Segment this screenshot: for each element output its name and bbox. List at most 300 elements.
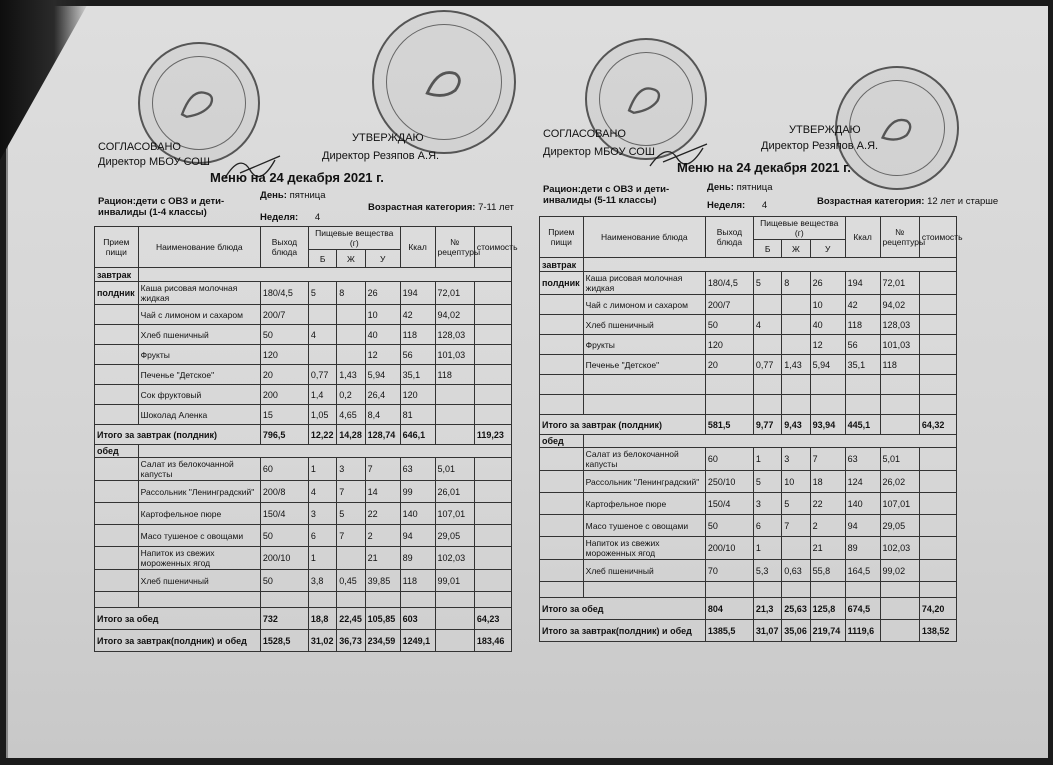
- cell-value: [705, 395, 753, 415]
- cell-value: 7: [365, 458, 400, 481]
- total-label: Итого за завтрак (полдник): [540, 415, 706, 435]
- cell-value: [308, 592, 336, 608]
- cell-value: [782, 395, 810, 415]
- cell-value: [474, 525, 511, 547]
- dish-name: [138, 592, 260, 608]
- grand-total-value: [880, 620, 919, 642]
- menu-sheet-right: [535, 0, 999, 700]
- dish-name: [583, 395, 705, 415]
- cell-value: 21: [365, 547, 400, 570]
- cell-value: [474, 547, 511, 570]
- age-row: Возрастная категория: 12 лет и старше: [817, 196, 999, 207]
- grand-total-row: [95, 630, 512, 652]
- grand-total-label: Итого за завтрак(полдник) и обед: [95, 630, 261, 652]
- cell-value: 26,4: [365, 385, 400, 405]
- grand-total-value: 1249,1: [400, 630, 435, 652]
- cell-value: 56: [400, 345, 435, 365]
- total-value: [880, 415, 919, 435]
- header-recipe: № рецептуры: [435, 227, 474, 268]
- cell-value: [880, 582, 919, 598]
- cell-value: 40: [365, 325, 400, 345]
- total-value: 646,1: [400, 425, 435, 445]
- cell-value: 4: [753, 315, 781, 335]
- cell-value: 50: [705, 315, 753, 335]
- header-meal: Прием пищи: [95, 227, 139, 268]
- cell-value: 70: [705, 560, 753, 582]
- cell-value: 26,01: [435, 481, 474, 503]
- cell-value: 1: [308, 547, 336, 570]
- cell-value: 128,03: [880, 315, 919, 335]
- meal-label-lunch: обед: [95, 445, 139, 458]
- table-row: [540, 448, 957, 471]
- dish-name: Чай с лимоном и сахаром: [583, 295, 705, 315]
- cell-value: 5,01: [880, 448, 919, 471]
- cell-value: [474, 282, 511, 305]
- dish-name: Фрукты: [583, 335, 705, 355]
- table-row: [95, 481, 512, 503]
- header-output: Выход блюда: [260, 227, 308, 268]
- total-value: 74,20: [919, 598, 956, 620]
- meal-label-snack: полдник: [540, 272, 584, 295]
- cell-value: 7: [810, 448, 845, 471]
- grand-total-value: 1385,5: [705, 620, 753, 642]
- cell-value: 72,01: [435, 282, 474, 305]
- cell-value: 29,05: [880, 515, 919, 537]
- cell-value: 107,01: [880, 493, 919, 515]
- cell-value: 8,4: [365, 405, 400, 425]
- total-row: [95, 608, 512, 630]
- cell-value: [337, 325, 365, 345]
- total-value: 732: [260, 608, 308, 630]
- approved-left-who: Директор МБОУ СОШ: [98, 156, 210, 168]
- header-nutrients: Пищевые вещества (г): [753, 217, 845, 240]
- header-b: Б: [308, 250, 336, 268]
- dish-name: Хлеб пшеничный: [583, 560, 705, 582]
- table-row: [540, 272, 957, 295]
- total-value: [880, 598, 919, 620]
- cell-value: 12: [810, 335, 845, 355]
- cell-value: 14: [365, 481, 400, 503]
- meal-label-breakfast: завтрак: [540, 258, 584, 272]
- cell-value: 63: [845, 448, 880, 471]
- cell-value: 42: [845, 295, 880, 315]
- cell-value: [782, 537, 810, 560]
- cell-value: [880, 395, 919, 415]
- cell-value: 180/4,5: [260, 282, 308, 305]
- grand-total-value: 138,52: [919, 620, 956, 642]
- table-row: [95, 325, 512, 345]
- dish-name: Рассольник "Ленинградский": [138, 481, 260, 503]
- table-row: [540, 560, 957, 582]
- total-value: 105,85: [365, 608, 400, 630]
- week-row: Неделя: 4: [707, 200, 768, 211]
- header-cost: стоимость: [919, 217, 956, 258]
- cell-value: [474, 305, 511, 325]
- cell-value: 5: [308, 282, 336, 305]
- cell-value: 94,02: [435, 305, 474, 325]
- cell-value: 102,03: [435, 547, 474, 570]
- cell-value: 56: [845, 335, 880, 355]
- cell-value: 10: [810, 295, 845, 315]
- menu-table-left: [94, 226, 518, 652]
- cell-value: 99: [400, 481, 435, 503]
- total-value: 581,5: [705, 415, 753, 435]
- cell-value: [919, 537, 956, 560]
- cell-value: [919, 515, 956, 537]
- cell-value: [919, 395, 956, 415]
- cell-value: 50: [705, 515, 753, 537]
- cell-value: 29,05: [435, 525, 474, 547]
- header-kcal: Ккал: [400, 227, 435, 268]
- header-u: У: [810, 240, 845, 258]
- cell-value: 89: [845, 537, 880, 560]
- cell-value: [474, 405, 511, 425]
- cell-value: [435, 385, 474, 405]
- cell-value: 94: [845, 515, 880, 537]
- cell-value: 0,77: [753, 355, 781, 375]
- cell-value: [753, 335, 781, 355]
- dish-name: Рассольник "Ленинградский": [583, 471, 705, 493]
- cell-value: 101,03: [435, 345, 474, 365]
- cell-value: [705, 375, 753, 395]
- day-row: День: пятница: [707, 182, 773, 193]
- table-row: [540, 493, 957, 515]
- cell-value: [365, 592, 400, 608]
- cell-value: 35,1: [400, 365, 435, 385]
- cell-value: 7: [337, 481, 365, 503]
- total-value: 64,23: [474, 608, 511, 630]
- table-row: [95, 282, 512, 305]
- approved-right-who: Директор Резяпов А.Я.: [322, 150, 440, 162]
- cell-value: [474, 325, 511, 345]
- cell-value: 180/4,5: [705, 272, 753, 295]
- cell-value: 20: [260, 365, 308, 385]
- total-value: 445,1: [845, 415, 880, 435]
- cell-value: 0,63: [782, 560, 810, 582]
- total-value: 64,32: [919, 415, 956, 435]
- cell-value: 35,1: [845, 355, 880, 375]
- cell-value: 55,8: [810, 560, 845, 582]
- cell-value: [782, 335, 810, 355]
- cell-value: [782, 375, 810, 395]
- header-kcal: Ккал: [845, 217, 880, 258]
- total-row: [540, 598, 957, 620]
- meal-label-lunch: обед: [540, 435, 584, 448]
- dish-name: Салат из белокочанной капусты: [138, 458, 260, 481]
- cell-value: 101,03: [880, 335, 919, 355]
- total-value: [435, 608, 474, 630]
- cell-value: [435, 405, 474, 425]
- cell-value: 1,43: [782, 355, 810, 375]
- table-row: [540, 515, 957, 537]
- cell-value: [308, 305, 336, 325]
- table-row: [95, 570, 512, 592]
- grand-total-value: 31,07: [753, 620, 781, 642]
- cell-value: 0,77: [308, 365, 336, 385]
- cell-value: [337, 547, 365, 570]
- total-value: 119,23: [474, 425, 511, 445]
- cell-value: [474, 481, 511, 503]
- cell-value: 18: [810, 471, 845, 493]
- header-zh: Ж: [337, 250, 365, 268]
- cell-value: 118: [400, 325, 435, 345]
- cell-value: 124: [845, 471, 880, 493]
- cell-value: [474, 503, 511, 525]
- table-row: [95, 525, 512, 547]
- cell-value: 89: [400, 547, 435, 570]
- cell-value: [337, 592, 365, 608]
- cell-value: 5: [337, 503, 365, 525]
- cell-value: 26: [365, 282, 400, 305]
- dish-name: Печенье "Детское": [138, 365, 260, 385]
- cell-value: [474, 592, 511, 608]
- meal-label-breakfast: завтрак: [95, 268, 139, 282]
- cell-value: 63: [400, 458, 435, 481]
- cell-value: 0,45: [337, 570, 365, 592]
- dish-name: Каша рисовая молочная жидкая: [138, 282, 260, 305]
- cell-value: 164,5: [845, 560, 880, 582]
- cell-value: 10: [365, 305, 400, 325]
- age-row: Возрастная категория: 7-11 лет: [368, 202, 514, 213]
- cell-value: 3: [337, 458, 365, 481]
- total-value: 128,74: [365, 425, 400, 445]
- cell-value: 1: [753, 448, 781, 471]
- approved-left-who: Директор МБОУ СОШ: [543, 146, 655, 158]
- cell-value: 107,01: [435, 503, 474, 525]
- cell-value: 1,43: [337, 365, 365, 385]
- dish-name: Фрукты: [138, 345, 260, 365]
- header-dish: Наименование блюда: [583, 217, 705, 258]
- dish-name: Хлеб пшеничный: [138, 325, 260, 345]
- menu-title: Меню на 24 декабря 2021 г.: [210, 170, 384, 185]
- ration-text: Рацион:дети с ОВЗ и дети-инвалиды (1-4 классы): [98, 196, 225, 218]
- approved-left-label: СОГЛАСОВАНО: [543, 128, 626, 140]
- total-value: 125,8: [810, 598, 845, 620]
- cell-value: 128,03: [435, 325, 474, 345]
- total-value: 93,94: [810, 415, 845, 435]
- grand-total-value: [435, 630, 474, 652]
- grand-total-value: 1119,6: [845, 620, 880, 642]
- cell-value: [474, 345, 511, 365]
- cell-value: [753, 375, 781, 395]
- cell-value: [753, 395, 781, 415]
- cell-value: [810, 582, 845, 598]
- cell-value: 102,03: [880, 537, 919, 560]
- cell-value: [474, 570, 511, 592]
- cell-value: 94,02: [880, 295, 919, 315]
- cell-value: 1,05: [308, 405, 336, 425]
- cell-value: 10: [782, 471, 810, 493]
- cell-value: 60: [260, 458, 308, 481]
- cell-value: 194: [845, 272, 880, 295]
- cell-value: 1,4: [308, 385, 336, 405]
- cell-value: [474, 365, 511, 385]
- menu-table-right: [539, 216, 963, 642]
- cell-value: [308, 345, 336, 365]
- cell-value: 8: [782, 272, 810, 295]
- header-output: Выход блюда: [705, 217, 753, 258]
- cell-value: 5,94: [810, 355, 845, 375]
- cell-value: [919, 335, 956, 355]
- grand-total-value: 35,06: [782, 620, 810, 642]
- cell-value: [474, 385, 511, 405]
- cell-value: 40: [810, 315, 845, 335]
- grand-total-value: 234,59: [365, 630, 400, 652]
- cell-value: 99,02: [880, 560, 919, 582]
- cell-value: 26: [810, 272, 845, 295]
- table-row: [540, 335, 957, 355]
- dish-name: Масо тушеное с овощами: [583, 515, 705, 537]
- cell-value: 120: [705, 335, 753, 355]
- total-value: 12,22: [308, 425, 336, 445]
- menu-sheet-left: [90, 0, 520, 700]
- cell-value: 140: [400, 503, 435, 525]
- approved-right-who: Директор Резяпов А.Я.: [761, 140, 879, 152]
- total-value: 674,5: [845, 598, 880, 620]
- cell-value: 5: [753, 471, 781, 493]
- table-row: [95, 305, 512, 325]
- cell-value: 4,65: [337, 405, 365, 425]
- cell-value: [810, 395, 845, 415]
- cell-value: [845, 582, 880, 598]
- grand-total-row: [540, 620, 957, 642]
- total-value: 25,63: [782, 598, 810, 620]
- cell-value: [919, 315, 956, 335]
- table-row: [540, 355, 957, 375]
- cell-value: [260, 592, 308, 608]
- table-row: [540, 537, 957, 560]
- dish-name: Картофельное пюре: [138, 503, 260, 525]
- cell-value: 150/4: [260, 503, 308, 525]
- dish-name: Хлеб пшеничный: [583, 315, 705, 335]
- cell-value: 5: [782, 493, 810, 515]
- cell-value: 118: [435, 365, 474, 385]
- cell-value: 22: [365, 503, 400, 525]
- table-row: [540, 315, 957, 335]
- table-row: [95, 345, 512, 365]
- cell-value: [919, 355, 956, 375]
- cell-value: [919, 272, 956, 295]
- header-zh: Ж: [782, 240, 810, 258]
- cell-value: 250/10: [705, 471, 753, 493]
- cell-value: 150/4: [705, 493, 753, 515]
- cell-value: 39,85: [365, 570, 400, 592]
- dish-name: Печенье "Детское": [583, 355, 705, 375]
- meal-label-snack: полдник: [95, 282, 139, 305]
- cell-value: [919, 493, 956, 515]
- dish-name: Салат из белокочанной капусты: [583, 448, 705, 471]
- cell-value: 200/10: [705, 537, 753, 560]
- cell-value: [753, 582, 781, 598]
- cell-value: [810, 375, 845, 395]
- total-value: 14,28: [337, 425, 365, 445]
- header-nutrients: Пищевые вещества (г): [308, 227, 400, 250]
- table-row: [540, 375, 957, 395]
- approved-left-label: СОГЛАСОВАНО: [98, 141, 181, 153]
- total-row: [95, 425, 512, 445]
- cell-value: 50: [260, 325, 308, 345]
- cell-value: 99,01: [435, 570, 474, 592]
- table-row: [540, 295, 957, 315]
- header-meal: Прием пищи: [540, 217, 584, 258]
- table-row: [95, 365, 512, 385]
- cell-value: 4: [308, 325, 336, 345]
- total-label: Итого за завтрак (полдник): [95, 425, 261, 445]
- cell-value: 6: [753, 515, 781, 537]
- dish-name: [583, 582, 705, 598]
- cell-value: [337, 345, 365, 365]
- cell-value: [782, 295, 810, 315]
- cell-value: 94: [400, 525, 435, 547]
- cell-value: 5: [753, 272, 781, 295]
- approved-right-label: УТВЕРЖДАЮ: [352, 132, 424, 144]
- cell-value: 22: [810, 493, 845, 515]
- cell-value: 200/10: [260, 547, 308, 570]
- approved-right-label: УТВЕРЖДАЮ: [789, 124, 861, 136]
- cell-value: 118: [400, 570, 435, 592]
- cell-value: 2: [365, 525, 400, 547]
- grand-total-value: 36,73: [337, 630, 365, 652]
- grand-total-label: Итого за завтрак(полдник) и обед: [540, 620, 706, 642]
- total-value: 22,45: [337, 608, 365, 630]
- header-u: У: [365, 250, 400, 268]
- header-recipe: № рецептуры: [880, 217, 919, 258]
- cell-value: 3: [308, 503, 336, 525]
- cell-value: [474, 458, 511, 481]
- cell-value: 81: [400, 405, 435, 425]
- cell-value: 3: [782, 448, 810, 471]
- cell-value: 5,01: [435, 458, 474, 481]
- cell-value: [435, 592, 474, 608]
- table-row: [540, 582, 957, 598]
- total-value: 18,8: [308, 608, 336, 630]
- grand-total-value: 183,46: [474, 630, 511, 652]
- cell-value: 72,01: [880, 272, 919, 295]
- cell-value: [400, 592, 435, 608]
- header-dish: Наименование блюда: [138, 227, 260, 268]
- total-value: 21,3: [753, 598, 781, 620]
- cell-value: 50: [260, 570, 308, 592]
- total-value: 796,5: [260, 425, 308, 445]
- table-row: [540, 471, 957, 493]
- grand-total-value: 1528,5: [260, 630, 308, 652]
- cell-value: 5,3: [753, 560, 781, 582]
- table-row: [95, 592, 512, 608]
- total-value: 603: [400, 608, 435, 630]
- menu-title: Меню на 24 декабря 2021 г.: [677, 160, 851, 175]
- table-row: [95, 547, 512, 570]
- cell-value: [919, 582, 956, 598]
- dish-name: Чай с лимоном и сахаром: [138, 305, 260, 325]
- grand-total-value: 31,02: [308, 630, 336, 652]
- header-cost: стоимость: [474, 227, 511, 268]
- cell-value: [753, 295, 781, 315]
- dish-name: Картофельное пюре: [583, 493, 705, 515]
- cell-value: 0,2: [337, 385, 365, 405]
- cell-value: 42: [400, 305, 435, 325]
- cell-value: 118: [845, 315, 880, 335]
- week-row: Неделя: 4: [260, 212, 321, 223]
- cell-value: 1: [753, 537, 781, 560]
- cell-value: 120: [400, 385, 435, 405]
- cell-value: 4: [308, 481, 336, 503]
- cell-value: [782, 582, 810, 598]
- cell-value: 2: [810, 515, 845, 537]
- dish-name: Каша рисовая молочная жидкая: [583, 272, 705, 295]
- cell-value: 21: [810, 537, 845, 560]
- cell-value: 200/7: [705, 295, 753, 315]
- table-row: [95, 385, 512, 405]
